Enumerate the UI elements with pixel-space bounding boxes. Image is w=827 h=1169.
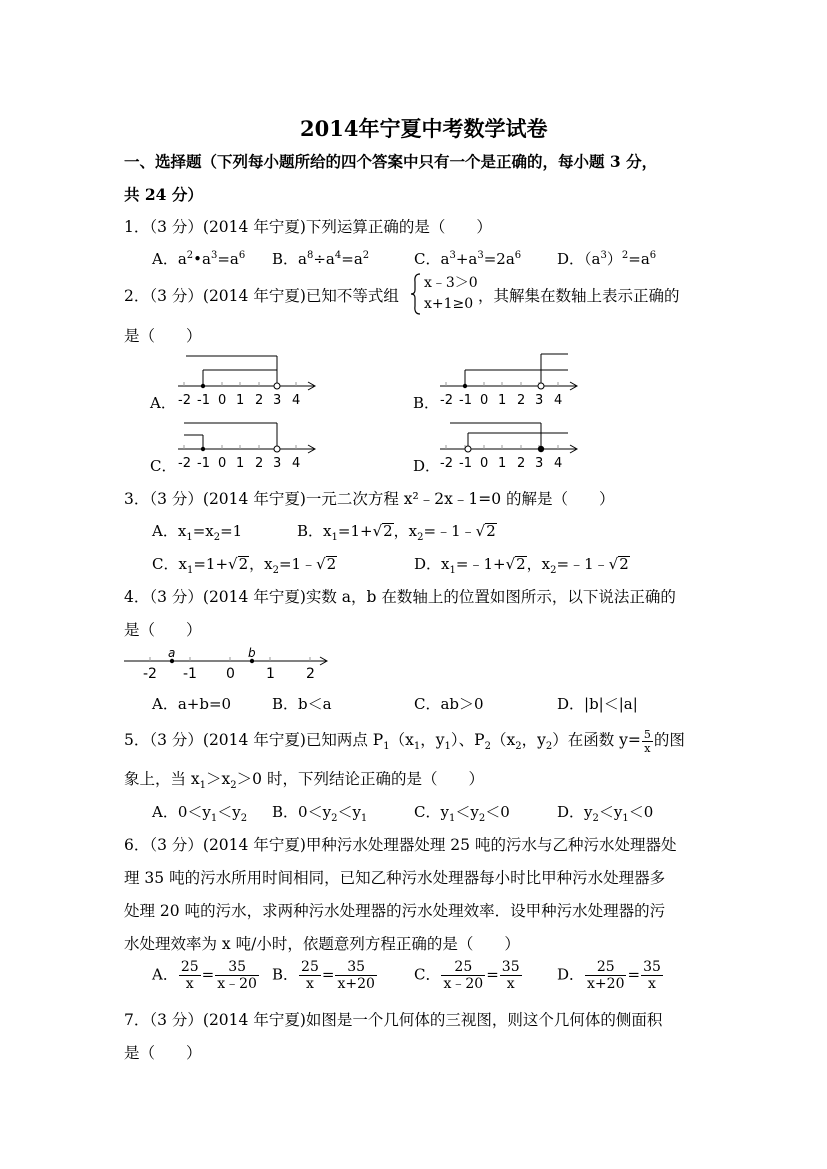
q1-option-a: A．$a^2•a^3=a^6$ — [152, 250, 246, 268]
tick-label: -1 — [197, 456, 210, 471]
tick-label: -1 — [197, 393, 210, 408]
q3-option-c: C．$x_1=1+√2$，$x_2=1﹣√2$ — [152, 555, 337, 576]
q7-stem-line1: 7．（3 分）(2014 年宁夏)如图是一个几何体的三视图，则这个几何体的侧面积 — [124, 1011, 663, 1029]
q4-stem-line1: 4．（3 分）(2014 年宁夏)实数 a，b 在数轴上的位置如图所示，以下说法正确的 — [124, 588, 676, 606]
tick-label: 0 — [226, 666, 235, 682]
tick-label: 4 — [554, 456, 563, 471]
q4-stem-line2: 是（ ） — [124, 621, 202, 639]
q4-option-c: C．ab＞0 — [414, 695, 484, 713]
q2-brace — [410, 272, 422, 316]
tick-label: 0 — [480, 456, 489, 471]
q6-stem-line1: 6．（3 分）(2014 年宁夏)甲种污水处理器处理 25 吨的污水与乙种污水处理器处 — [124, 836, 677, 854]
tick-label: -1 — [183, 666, 197, 682]
tick-label: 1 — [266, 666, 275, 682]
q3-option-a: A．$x_1=x_2=1$ — [152, 522, 243, 543]
tick-label: 3 — [535, 456, 544, 471]
section-heading-line2: 共 24 分） — [124, 185, 203, 204]
tick-label: 4 — [292, 456, 301, 471]
section-heading-line1: 一、选择题（下列每小题所给的四个答案中只有一个是正确的，每小题 3 分， — [124, 152, 658, 171]
q5-stem-line1: 5．（3 分）(2014 年宁夏)已知两点 $P_1(x_1$，$y_1$）、$P_2(x_2$，$y_2$）在函数 y= $\frac{5}{x}$ 的图 — [124, 727, 685, 755]
label-b: b — [248, 646, 256, 660]
q6-option-b: B． $\frac{25}{x}$ = $\frac{35}{x+20}$ — [272, 959, 375, 992]
q4-option-a: A．a+b=0 — [152, 695, 232, 713]
q5-option-d: D．$y_2<y_1<0$ — [557, 803, 654, 824]
tick-label: 1 — [498, 393, 507, 408]
q6-option-c: C． $\frac{25}{x﹣20}$ = $\frac{35}{x}$ — [414, 959, 520, 992]
tick-label: -2 — [178, 393, 191, 408]
tick-label: 3 — [273, 393, 282, 408]
q5-option-b: B．$0<y_2<y_1$ — [272, 803, 368, 824]
q5-option-c: C．$y_1<y_2<0$ — [414, 803, 510, 824]
q2-numberline-b — [440, 350, 580, 410]
q6-option-d: D． $\frac{25}{x+20}$ = $\frac{35}{x}$ — [557, 959, 661, 992]
tick-label: -1 — [459, 393, 472, 408]
tick-label: 1 — [236, 393, 245, 408]
tick-label: 0 — [218, 393, 227, 408]
q6-stem-line2: 理 35 吨的污水所用时间相同，已知乙种污水处理器每小时比甲种污水处理器多 — [124, 869, 666, 887]
q6-stem-line4: 水处理效率为 x 吨/小时，依题意列方程正确的是（ ） — [124, 935, 520, 953]
q4-option-b: B．b＜a — [272, 695, 332, 713]
tick-label: 1 — [498, 456, 507, 471]
q3-option-b: B．$x_1=1+√2$，$x_2=﹣1﹣√2$ — [297, 522, 496, 543]
tick-label: -2 — [178, 456, 191, 471]
q1-stem: 1．（3 分）(2014 年宁夏)下列运算正确的是（ ） — [124, 218, 492, 236]
tick-label: 2 — [517, 456, 526, 471]
q2-stem-a: 2．（3 分）(2014 年宁夏)已知不等式组 — [124, 287, 399, 305]
tick-label: 2 — [306, 666, 315, 682]
q1-option-b: B．$a^8\div a^4=a^2$ — [272, 250, 370, 268]
page-title: 2014年宁夏中考数学试卷 — [300, 116, 548, 141]
tick-label: 2 — [255, 456, 264, 471]
q2-stem-b: ，其解集在数轴上表示正确的 — [478, 287, 680, 305]
tick-label: 2 — [517, 393, 526, 408]
tick-label: 2 — [255, 393, 264, 408]
tick-label: -2 — [440, 393, 453, 408]
q2-inequality-1: x﹣3＞0 — [424, 275, 478, 291]
q2-numberline-d — [440, 413, 580, 473]
q2-numberline-c — [178, 413, 318, 473]
q4-numberline — [124, 645, 334, 685]
open-dot — [274, 383, 280, 389]
tick-label: 3 — [273, 456, 282, 471]
tick-label: 0 — [218, 456, 227, 471]
tick-label: -2 — [440, 456, 453, 471]
q6-stem-line3: 处理 20 吨的污水，求两种污水处理器的污水处理效率．设甲种污水处理器的污 — [124, 902, 666, 920]
q4-option-d: D．|b|＜|a| — [557, 695, 638, 713]
q5-option-a: A．$0<y_1<y_2$ — [152, 803, 248, 824]
tick-label: 1 — [236, 456, 245, 471]
q6-option-a: A． $\frac{25}{x}$ = $\frac{35}{x﹣20}$ — [152, 959, 257, 992]
q2-option-a-label: A． — [150, 394, 176, 412]
q2-numberline-a — [178, 350, 318, 410]
q3-stem: 3．（3 分）(2014 年宁夏)一元二次方程 x²﹣2x﹣1=0 的解是（ ） — [124, 490, 615, 508]
closed-dot — [201, 384, 205, 388]
label-a: a — [168, 646, 176, 660]
q2-inequality-2: x+1≥0 — [424, 296, 474, 312]
q7-stem-line2: 是（ ） — [124, 1044, 202, 1062]
tick-label: 3 — [535, 393, 544, 408]
q1-option-c: C．$a^3+a^3=2a^6$ — [414, 250, 522, 268]
q3-option-d: D．$x_1=﹣1+√2$，$x_2=﹣1﹣√2$ — [414, 555, 629, 576]
tick-label: 0 — [480, 393, 489, 408]
tick-label: -1 — [459, 456, 472, 471]
tick-label: 4 — [292, 393, 301, 408]
q2-stem-c: 是（ ） — [124, 327, 202, 345]
q2-option-b-label: B． — [413, 394, 440, 412]
tick-label: -2 — [143, 666, 157, 682]
q2-option-c-label: C． — [150, 457, 177, 475]
q2-option-d-label: D． — [413, 457, 441, 475]
q1-option-d: D．$(a^3)^2=a^6$ — [557, 250, 657, 268]
tick-label: 4 — [554, 393, 563, 408]
q5-stem-line2: 象上，当 $x_1>x_2>0$ 时，下列结论正确的是（ ） — [124, 770, 484, 792]
